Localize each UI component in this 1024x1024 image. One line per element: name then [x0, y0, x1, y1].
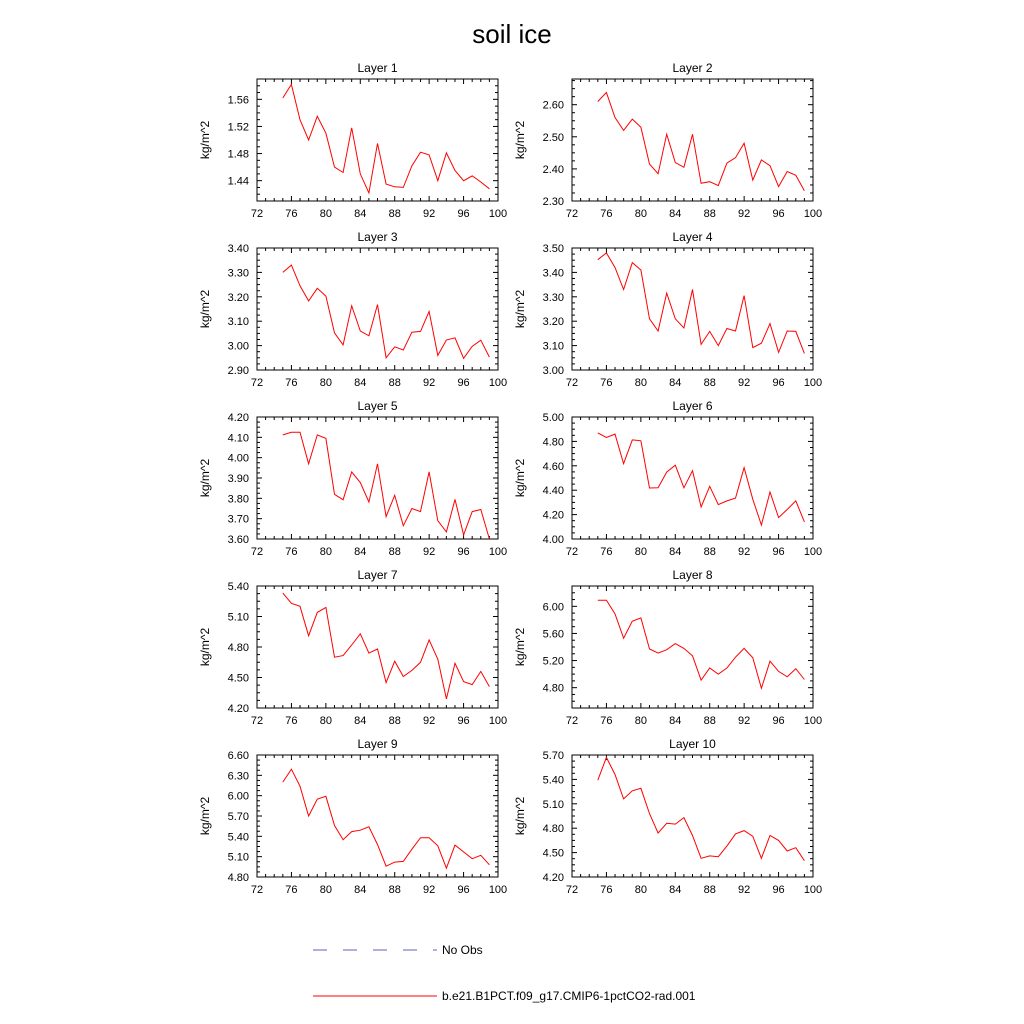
- x-tick-label: 100: [803, 208, 823, 220]
- y-axis-label: kg/m^2: [198, 796, 212, 836]
- y-tick-label: 3.20: [227, 291, 249, 304]
- x-tick-label: 100: [803, 546, 823, 558]
- y-tick-label: 3.20: [542, 316, 564, 329]
- series-line: [598, 757, 805, 860]
- panels-grid: [198, 61, 822, 896]
- x-tick-label: 88: [703, 884, 716, 896]
- x-tick-label: 100: [803, 377, 823, 389]
- x-tick-label: 88: [388, 884, 401, 896]
- y-tick-label: 4.40: [542, 485, 564, 498]
- plot-frame: [572, 248, 813, 370]
- panel-1: [198, 61, 507, 220]
- x-tick-label: 72: [565, 377, 579, 389]
- y-tick-label: 2.60: [542, 99, 564, 112]
- x-tick-label: 100: [488, 208, 508, 220]
- y-tick-label: 5.70: [542, 750, 564, 762]
- y-tick-label: 6.00: [227, 790, 249, 803]
- x-tick-label: 80: [319, 884, 332, 896]
- x-tick-label: 84: [669, 715, 682, 727]
- x-tick-label: 92: [423, 377, 436, 389]
- panel-title: Layer 9: [357, 737, 398, 751]
- y-tick-label: 1.56: [227, 94, 249, 107]
- panel-7: [198, 568, 507, 727]
- x-tick-label: 80: [634, 884, 647, 896]
- y-tick-label: 4.20: [542, 872, 564, 884]
- x-tick-label: 92: [423, 546, 436, 558]
- x-tick-label: 100: [488, 546, 508, 558]
- x-tick-label: 88: [388, 715, 401, 727]
- x-tick-label: 76: [285, 208, 298, 220]
- x-tick-label: 96: [457, 715, 470, 727]
- y-tick-label: 4.80: [227, 872, 249, 884]
- x-tick-label: 100: [803, 715, 823, 727]
- x-tick-label: 72: [250, 546, 264, 558]
- series-line: [598, 253, 805, 354]
- y-tick-label: 4.60: [542, 460, 564, 473]
- y-tick-label: 4.50: [542, 847, 564, 860]
- legend: [313, 943, 696, 1003]
- panel-8: [513, 568, 822, 727]
- y-tick-label: 5.40: [227, 581, 249, 593]
- x-tick-label: 80: [319, 546, 332, 558]
- panel-3: [198, 230, 507, 389]
- series-line: [283, 593, 490, 699]
- x-tick-label: 84: [669, 377, 682, 389]
- y-tick-label: 5.10: [227, 851, 249, 864]
- plot-frame: [572, 586, 813, 708]
- x-tick-label: 88: [703, 546, 716, 558]
- y-tick-label: 5.60: [542, 628, 564, 641]
- x-tick-label: 88: [703, 208, 716, 220]
- x-tick-label: 76: [600, 208, 613, 220]
- x-tick-label: 88: [388, 546, 401, 558]
- y-tick-label: 2.40: [542, 163, 564, 176]
- y-tick-label: 3.00: [542, 365, 564, 377]
- y-tick-label: 5.00: [542, 412, 564, 424]
- x-tick-label: 92: [423, 715, 436, 727]
- x-tick-label: 84: [669, 884, 682, 896]
- y-axis-label: kg/m^2: [513, 627, 527, 667]
- x-tick-label: 80: [634, 208, 647, 220]
- x-tick-label: 96: [772, 377, 785, 389]
- x-tick-label: 92: [738, 884, 751, 896]
- y-tick-label: 4.10: [227, 432, 249, 445]
- x-tick-label: 76: [285, 715, 298, 727]
- y-axis-label: kg/m^2: [198, 458, 212, 498]
- x-tick-label: 88: [388, 377, 401, 389]
- y-tick-label: 5.70: [227, 811, 249, 823]
- x-tick-label: 96: [772, 884, 785, 896]
- panel-title: Layer 4: [672, 230, 713, 244]
- y-tick-label: 3.90: [227, 473, 249, 485]
- y-tick-label: 3.70: [227, 513, 249, 526]
- x-tick-label: 80: [319, 715, 332, 727]
- plot-frame: [257, 417, 498, 539]
- y-tick-label: 4.80: [542, 823, 564, 836]
- x-tick-label: 100: [488, 884, 508, 896]
- x-tick-label: 72: [250, 884, 264, 896]
- y-tick-label: 4.00: [227, 452, 249, 465]
- panel-title: Layer 1: [357, 61, 398, 75]
- y-tick-label: 4.80: [542, 436, 564, 449]
- x-tick-label: 96: [772, 546, 785, 558]
- panel-title: Layer 10: [669, 737, 716, 751]
- x-tick-label: 72: [565, 546, 579, 558]
- x-tick-label: 92: [423, 884, 436, 896]
- x-tick-label: 92: [738, 715, 751, 727]
- panel-5: [198, 399, 507, 558]
- x-tick-label: 96: [772, 208, 785, 220]
- series-line: [598, 433, 805, 525]
- y-tick-label: 4.80: [227, 642, 249, 654]
- legend-label-no-obs: No Obs: [442, 943, 483, 957]
- x-tick-label: 92: [738, 208, 751, 220]
- y-tick-label: 3.50: [542, 243, 564, 255]
- x-tick-label: 76: [285, 884, 298, 896]
- x-tick-label: 76: [600, 715, 613, 727]
- x-tick-label: 80: [634, 377, 647, 389]
- y-tick-label: 3.10: [542, 340, 564, 353]
- y-tick-label: 3.00: [227, 340, 249, 353]
- x-tick-label: 88: [703, 715, 716, 727]
- y-tick-label: 6.30: [227, 770, 249, 783]
- plot-frame: [572, 417, 813, 539]
- x-tick-label: 72: [250, 377, 264, 389]
- panel-title: Layer 2: [672, 61, 713, 75]
- x-tick-label: 100: [488, 377, 508, 389]
- legend-label-model: b.e21.B1PCT.f09_g17.CMIP6-1pctCO2-rad.001: [442, 989, 696, 1003]
- y-tick-label: 2.90: [227, 365, 249, 377]
- y-tick-label: 1.52: [227, 121, 249, 134]
- y-tick-label: 6.60: [227, 750, 249, 762]
- y-tick-label: 4.20: [542, 509, 564, 522]
- x-tick-label: 80: [319, 208, 332, 220]
- series-line: [283, 84, 490, 192]
- y-axis-label: kg/m^2: [513, 796, 527, 836]
- y-tick-label: 4.50: [227, 672, 249, 685]
- x-tick-label: 92: [738, 546, 751, 558]
- x-tick-label: 76: [600, 377, 613, 389]
- x-tick-label: 72: [565, 715, 579, 727]
- series-line: [283, 769, 490, 868]
- x-tick-label: 84: [354, 208, 367, 220]
- x-tick-label: 88: [388, 208, 401, 220]
- x-tick-label: 76: [285, 546, 298, 558]
- x-tick-label: 96: [772, 715, 785, 727]
- panel-title: Layer 6: [672, 399, 713, 413]
- panel-9: [198, 737, 507, 896]
- x-tick-label: 96: [457, 377, 470, 389]
- x-tick-label: 84: [669, 546, 682, 558]
- y-axis-label: kg/m^2: [198, 120, 212, 160]
- x-tick-label: 84: [669, 208, 682, 220]
- x-tick-label: 92: [423, 208, 436, 220]
- plot-frame: [257, 79, 498, 201]
- y-axis-label: kg/m^2: [513, 458, 527, 498]
- series-line: [598, 93, 805, 191]
- figure-title: soil ice: [472, 19, 552, 49]
- x-tick-label: 84: [354, 884, 367, 896]
- x-tick-label: 84: [354, 546, 367, 558]
- x-tick-label: 88: [703, 377, 716, 389]
- y-tick-label: 4.00: [542, 534, 564, 546]
- x-tick-label: 96: [457, 208, 470, 220]
- x-tick-label: 76: [285, 377, 298, 389]
- panel-10: [513, 737, 822, 896]
- x-tick-label: 72: [565, 884, 579, 896]
- y-tick-label: 3.10: [227, 316, 249, 329]
- plot-frame: [572, 755, 813, 877]
- y-tick-label: 3.60: [227, 534, 249, 546]
- y-tick-label: 3.40: [227, 243, 249, 255]
- x-tick-label: 84: [354, 715, 367, 727]
- y-tick-label: 3.30: [227, 267, 249, 280]
- panel-title: Layer 8: [672, 568, 713, 582]
- x-tick-label: 92: [738, 377, 751, 389]
- y-axis-label: kg/m^2: [198, 289, 212, 329]
- x-tick-label: 76: [600, 546, 613, 558]
- y-tick-label: 3.30: [542, 291, 564, 304]
- x-tick-label: 80: [634, 715, 647, 727]
- y-tick-label: 4.20: [227, 412, 249, 424]
- x-tick-label: 72: [250, 208, 264, 220]
- y-tick-label: 5.40: [542, 774, 564, 787]
- x-tick-label: 100: [488, 715, 508, 727]
- x-tick-label: 100: [803, 884, 823, 896]
- y-axis-label: kg/m^2: [198, 627, 212, 667]
- x-tick-label: 80: [634, 546, 647, 558]
- y-tick-label: 2.50: [542, 131, 564, 144]
- panel-4: [513, 230, 822, 389]
- panel-6: [513, 399, 822, 558]
- plot-frame: [257, 248, 498, 370]
- y-tick-label: 5.40: [227, 831, 249, 844]
- y-tick-label: 5.20: [542, 655, 564, 668]
- panel-title: Layer 7: [357, 568, 398, 582]
- x-tick-label: 96: [457, 546, 470, 558]
- x-tick-label: 72: [565, 208, 579, 220]
- x-tick-label: 96: [457, 884, 470, 896]
- y-tick-label: 5.10: [542, 798, 564, 811]
- y-tick-label: 4.80: [542, 682, 564, 695]
- y-tick-label: 3.80: [227, 493, 249, 506]
- y-tick-label: 1.44: [227, 175, 249, 188]
- panel-2: [513, 61, 822, 220]
- y-axis-label: kg/m^2: [513, 120, 527, 160]
- y-axis-label: kg/m^2: [513, 289, 527, 329]
- x-tick-label: 84: [354, 377, 367, 389]
- x-tick-label: 72: [250, 715, 264, 727]
- y-tick-label: 2.30: [542, 196, 564, 208]
- series-line: [283, 432, 490, 539]
- y-tick-label: 5.10: [227, 611, 249, 624]
- series-line: [598, 600, 805, 688]
- x-tick-label: 76: [600, 884, 613, 896]
- y-tick-label: 4.20: [227, 703, 249, 715]
- x-tick-label: 80: [319, 377, 332, 389]
- y-tick-label: 3.40: [542, 267, 564, 280]
- series-line: [283, 265, 490, 358]
- y-tick-label: 1.48: [227, 148, 249, 161]
- panel-title: Layer 5: [357, 399, 398, 413]
- y-tick-label: 6.00: [542, 601, 564, 614]
- panel-title: Layer 3: [357, 230, 398, 244]
